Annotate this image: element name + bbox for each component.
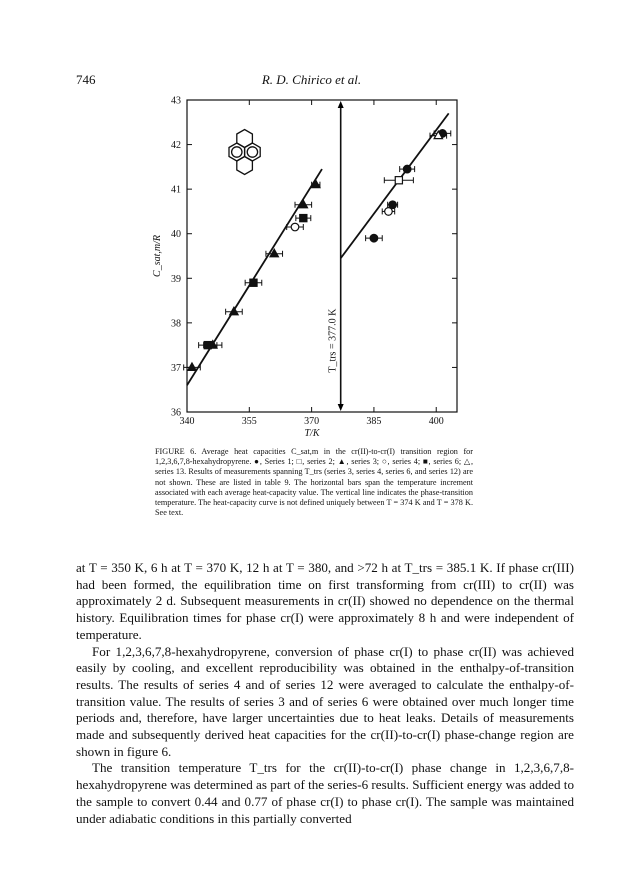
x-axis-label: T/K [304, 428, 320, 439]
data-point-circle [370, 234, 378, 242]
figure-caption: FIGURE 6. Average heat capacities C_sat,m in the cr(II)-to-cr(I) transition region for 1,2,3,6,7,8-hexahydropyrene. ●, Series 1; □, series 2; ▲, series 3; ○, series 4; ■, series 6; △, series 13. Results of measurements spanning T_trs (series 3, series 4, series 6, and series 12) are not shown. These are listed in table 9. The horizontal bars span the temperature increment associated with each average heat-capacity value. The vertical line indicates the phase-transition temperature. The heat-capacity curve is not defined uniquely between T = 374 K and T = 378 K. See text. [155, 447, 473, 518]
running-head [0, 72, 623, 88]
data-point-circle [403, 165, 411, 173]
curve-crI [341, 113, 449, 258]
x-tick-label: 340 [179, 416, 195, 427]
data-point-square [250, 279, 257, 286]
page-number: 746 [76, 72, 96, 87]
data-point-square [395, 177, 402, 184]
x-tick-label: 355 [241, 416, 257, 427]
data-point-circle [389, 201, 397, 209]
y-tick-label: 43 [171, 95, 181, 107]
transition-arrow-down [338, 404, 344, 411]
data-point-square [204, 342, 211, 349]
plot-axes [152, 96, 457, 440]
body-text [76, 560, 574, 827]
figure-6-chart [0, 90, 623, 450]
data-point-circle [291, 223, 299, 231]
y-tick-label: 42 [171, 140, 181, 152]
transition-line [328, 101, 344, 411]
y-tick-label: 40 [171, 229, 181, 241]
paragraph-2: For 1,2,3,6,7,8-hexahydropyrene, conversion of phase cr(I) to phase cr(II) was achieved easily by cooling, and excellent reproducibility was obtained in the enthalpy-of-transition results. The results of series 4 and of series 12 were averaged to calculate the enthalpy-of-transition value. The results of series 3 and of series 6 were obtained over much longer time periods and, therefore, have larger uncertainties due to heat leaks. Details of measurements made and subsequently derived heat capacities for the cr(II)-to-cr(I) phase-change region are shown in figure 6. [76, 643, 574, 759]
y-tick-label: 41 [171, 184, 181, 196]
curve-crII [187, 169, 322, 385]
transition-arrow-up [338, 101, 344, 108]
paragraph-3: The transition temperature T_trs for the cr(II)-to-cr(I) phase change in 1,2,3,6,7,8-hexahydropyrene was determined as part of the series-6 results. Sufficient energy was added to the sample to convert 0.44 and 0.77 of phase cr(I) to phase cr(I). The sample was maintained under adiabatic conditions in this partially converted [76, 760, 574, 826]
y-tick-label: 38 [171, 318, 181, 330]
paragraph-1: at T = 350 K, 6 h at T = 370 K, 12 h at T = 380, and >72 h at T_trs = 385.1 K. If phase cr(III) had been formed, the equilibration time on first transforming from cr(III) to cr(II) was approximately 2 d. Subsequent measurements in cr(II) showed no dependence on the thermal history. Equilibration times for phase cr(I) were approximately 8 h and were independent of temperature. [76, 560, 574, 642]
y-tick-label: 37 [171, 362, 181, 374]
y-axis-label: C_sat,m/R [152, 235, 163, 277]
fitted-curves [187, 113, 449, 385]
x-tick-label: 400 [428, 416, 444, 427]
data-point-square [300, 215, 307, 222]
plot-frame [187, 100, 457, 412]
y-tick-label: 36 [171, 407, 181, 419]
molecule-structure-icon [229, 130, 260, 175]
x-tick-label: 370 [304, 416, 320, 427]
data-point-triangle [188, 363, 196, 371]
transition-label: T_trs = 377.0 K [327, 308, 339, 373]
data-point-triangle [230, 307, 238, 315]
running-head-authors: R. D. Chirico et al. [261, 72, 362, 87]
page-header [0, 72, 623, 90]
y-tick-label: 39 [171, 273, 181, 285]
x-tick-label: 385 [366, 416, 382, 427]
